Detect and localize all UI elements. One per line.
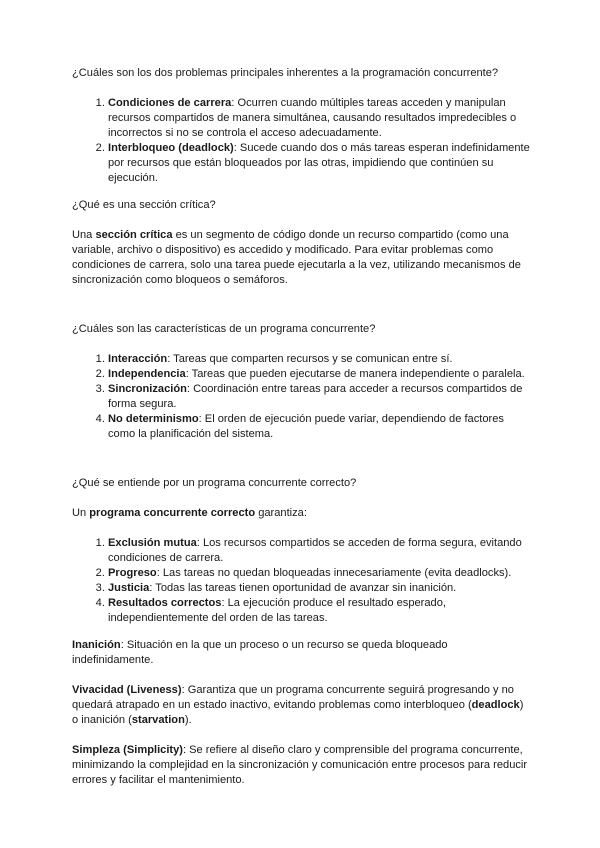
term: programa concurrente correcto [89, 507, 256, 519]
critical-section-paragraph: Una sección crítica es un segmento de código donde un recurso compartido (como una variable, archivo o dispositivo) es accedido y modificado. Para evitar problemas como condiciones de carrera, solo una tarea puede ejecutarla a la vez, utilizando mecanismos de sincronización como bloqueos o semáforos. [72, 229, 521, 286]
term: Justicia [108, 582, 150, 594]
list-item: 2. Interbloqueo (deadlock): Sucede cuando dos o más tareas esperan indefinidamente por recursos que están bloqueados por las otras, impidiendo que continúen su ejecución. [108, 141, 530, 186]
question-concurrency-problems: ¿Cuáles son los dos problemas principales inherentes a la programación concurrente? [72, 67, 499, 79]
guarantees-list [72, 536, 530, 626]
list-item: 1. Exclusión mutua: Los recursos compartidos se acceden de forma segura, evitando condiciones de carrera. [108, 536, 530, 566]
term: Simpleza (Simplicity) [72, 744, 183, 756]
term: sección crítica [95, 229, 173, 241]
definition-simplicity: Simpleza (Simplicity): Se refiere al diseño claro y comprensible del programa concurrente, minimizando la complejidad en la sincronización y comunicación entre procesos para reducir errores y facilitar el mantenimiento. [72, 744, 528, 786]
term: deadlock [471, 699, 520, 711]
question-characteristics: ¿Cuáles son las características de un programa concurrente? [72, 323, 376, 335]
term: Progreso [108, 567, 157, 579]
question-correct-program: ¿Qué se entiende por un programa concurrente correcto? [72, 477, 357, 489]
question-critical-section: ¿Qué es una sección crítica? [72, 199, 216, 211]
problems-list [72, 96, 530, 186]
term: Interbloqueo (deadlock) [108, 142, 234, 154]
list-item: 4. Resultados correctos: La ejecución produce el resultado esperado, independientemente del orden de las tareas. [108, 596, 530, 626]
definition-liveness: Vivacidad (Liveness): Garantiza que un programa concurrente seguirá progresando y no quedará atrapado en un estado inactivo, evitando problemas como interbloqueo (deadlock) o inanición (starvation). [72, 684, 524, 726]
term: Independencia [108, 368, 186, 380]
term: starvation [131, 714, 185, 726]
list-item: 2. Progreso: Las tareas no quedan bloqueadas innecesariamente (evita deadlocks). [108, 566, 530, 581]
list-item: 2. Independencia: Tareas que pueden ejecutarse de manera independiente o paralela. [108, 367, 530, 382]
term: Vivacidad (Liveness) [72, 684, 182, 696]
correct-program-intro: Un programa concurrente correcto garantiza: [72, 507, 307, 519]
term: Sincronización [108, 383, 187, 395]
list-item: 1. Interacción: Tareas que comparten recursos y se comunican entre sí. [108, 352, 530, 367]
term: Resultados correctos [108, 597, 222, 609]
list-item: 3. Justicia: Todas las tareas tienen oportunidad de avanzar sin inanición. [108, 581, 530, 596]
term: Condiciones de carrera [108, 97, 232, 109]
term: Interacción [108, 353, 168, 365]
list-item: 4. No determinismo: El orden de ejecución puede variar, dependiendo de factores como la planificación del sistema. [108, 412, 530, 442]
list-item: 1. Condiciones de carrera: Ocurren cuando múltiples tareas acceden y manipulan recursos compartidos de manera simultánea, causando resultados impredecibles o incorrectos si no se controla el acceso adecuadamente. [108, 96, 530, 141]
document-page [72, 66, 530, 788]
term: Exclusión mutua [108, 537, 197, 549]
list-item: 3. Sincronización: Coordinación entre tareas para acceder a recursos compartidos de forma segura. [108, 382, 530, 412]
term: Inanición [72, 639, 121, 651]
definition-starvation: Inanición: Situación en la que un proceso o un recurso se queda bloqueado indefinidamente. [72, 639, 448, 666]
term: No determinismo [108, 413, 199, 425]
characteristics-list [72, 352, 530, 442]
